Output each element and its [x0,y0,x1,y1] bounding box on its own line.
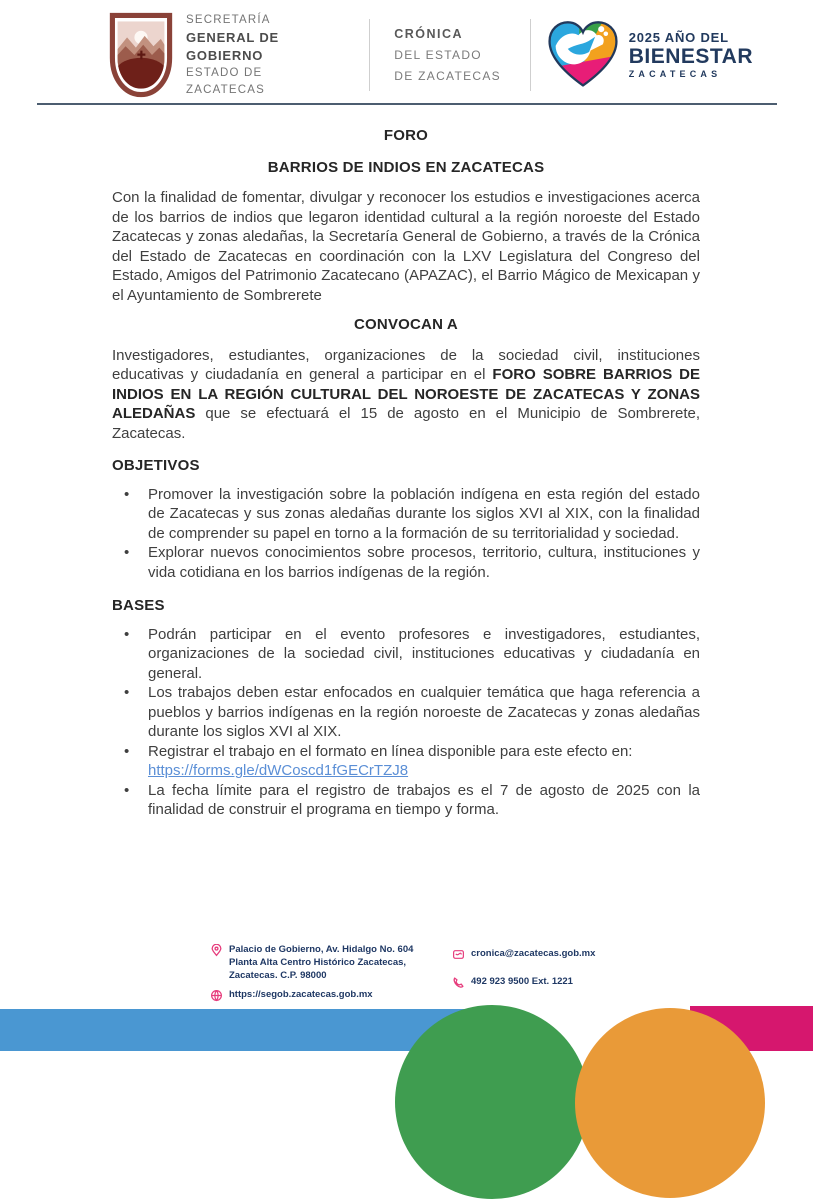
registration-form-link[interactable]: https://forms.gle/dWCoscd1fGECrTZJ8 [148,762,409,779]
convocan-bold: FORO SOBRE BARRIOS DE INDIOS EN LA REGIÓN CULTURAL DEL NOROESTE DE ZACATECAS Y ZONAS ALEDAÑAS [112,366,700,422]
convocan-paragraph [112,346,700,444]
header-divider-left [369,19,370,91]
bases-item: • Podrán participar en el evento profesores e investigadores, estudiantes, organizaciones de la sociedad civil, instituciones educativas y ciudadanía en general. [112,625,700,684]
convocan-post: que se efectuará el 15 de agosto en el Municipio de Sombrerete, Zacatecas. [112,405,700,442]
convocan-heading: CONVOCAN A [354,316,458,333]
bienestar-line2: BIENESTAR [628,45,753,68]
address-line3: Zacatecas. C.P. 98000 [229,970,327,981]
bases-item [112,742,700,781]
intro-paragraph: Con la finalidad de fomentar, divulgar y reconocer los estudios e investigaciones acerca de los barrios de indios que legaron identidad cultural a la región noroeste del Estado Zacatecas y zonas aledañas, la Secretaría General de Gobierno, a través de la Crónica del Estado de Zacatecas en coordinación con la LXV Legislatura del Congreso del Estado, Amigos del Patrimonio Zacatecano (APAZAC), el Barrio Mágico de Mexicapan y el Ayuntamiento de Sombrerete [112,189,700,304]
header-rule [37,103,777,105]
letterhead [108,10,753,100]
website-url[interactable]: https://segob.zacatecas.gob.mx [229,989,373,1000]
objetivos-list [112,485,700,583]
phone-icon [452,976,465,989]
location-pin-icon [210,944,223,957]
bases-heading: BASES [112,597,165,614]
email-address[interactable]: cronica@zacatecas.gob.mx [471,948,596,959]
cronica-line2: DEL ESTADO [394,47,482,62]
header-divider-right [530,19,531,91]
address-line2: Planta Alta Centro Histórico Zacatecas, [229,957,407,968]
objetivos-item: • Explorar nuevos conocimientos sobre procesos, territorio, cultura, instituciones y vida cotidiana en los barrios indígenas de la región. [112,543,700,582]
objetivos-heading: OBJETIVOS [112,457,200,474]
address-row [210,943,440,982]
footer-right-column [452,947,632,995]
convocan-pre: Investigadores, estudiantes, organizaciones de la sociedad civil, instituciones educativas y ciudadanía en general a participar en el [112,346,700,383]
bases-item: • La fecha límite para el registro de trabajos es el 7 de agosto de 2025 con la finalidad de construir el programa en tiempo y forma. [112,781,700,820]
title-barrios: BARRIOS DE INDIOS EN ZACATECAS [267,158,545,176]
bienestar-line1: 2025 AÑO DEL [628,30,729,45]
email-icon [452,948,465,961]
email-row [452,947,632,961]
address-text [229,943,413,982]
bases-list [112,625,700,820]
bienestar-line3: ZACATECAS [628,69,722,79]
globe-icon [210,989,223,1002]
secretaria-wordmark [186,12,343,99]
cronica-wordmark [394,24,507,87]
bases-item-text: Registrar el trabajo en el formato en línea disponible para este efecto en: [148,742,633,760]
secretaria-line1: SECRETARÍA [186,13,271,26]
bienestar-heart-dove-logo-icon [545,16,621,94]
objetivos-item: • Promover la investigación sobre la población indígena en esta región del estado de Zacatecas y sus zonas aledañas durante los siglos XVI al XIX, con la finalidad de comprender su papel en torno a la formación de su territorialidad y sociedad. [112,485,700,544]
segob-shield-logo-icon [108,12,174,98]
footer-left-column [210,943,440,1008]
bases-item: • Los trabajos deben estar enfocados en cualquier temática que haga referencia a pueblos y barrios indígenas en la región noroeste de Zacatecas y zonas aledañas durante los siglos XVI al XIX. [112,683,700,742]
website-row [210,988,440,1002]
cronica-line1: CRÓNICA [394,26,464,41]
phone-row [452,975,632,989]
address-line1: Palacio de Gobierno, Av. Hidalgo No. 604 [229,944,414,955]
cronica-line3: DE ZACATECAS [394,68,501,83]
bottom-orange-circle [575,1008,765,1198]
bottom-green-circle [395,1005,589,1199]
phone-number: 492 923 9500 Ext. 1221 [471,976,573,987]
document-body [112,122,700,820]
title-foro: FORO [383,127,429,144]
secretaria-line2: GENERAL DE GOBIERNO [186,29,279,63]
secretaria-line3: ESTADO DE ZACATECAS [186,66,265,96]
bienestar-wordmark [629,30,753,80]
